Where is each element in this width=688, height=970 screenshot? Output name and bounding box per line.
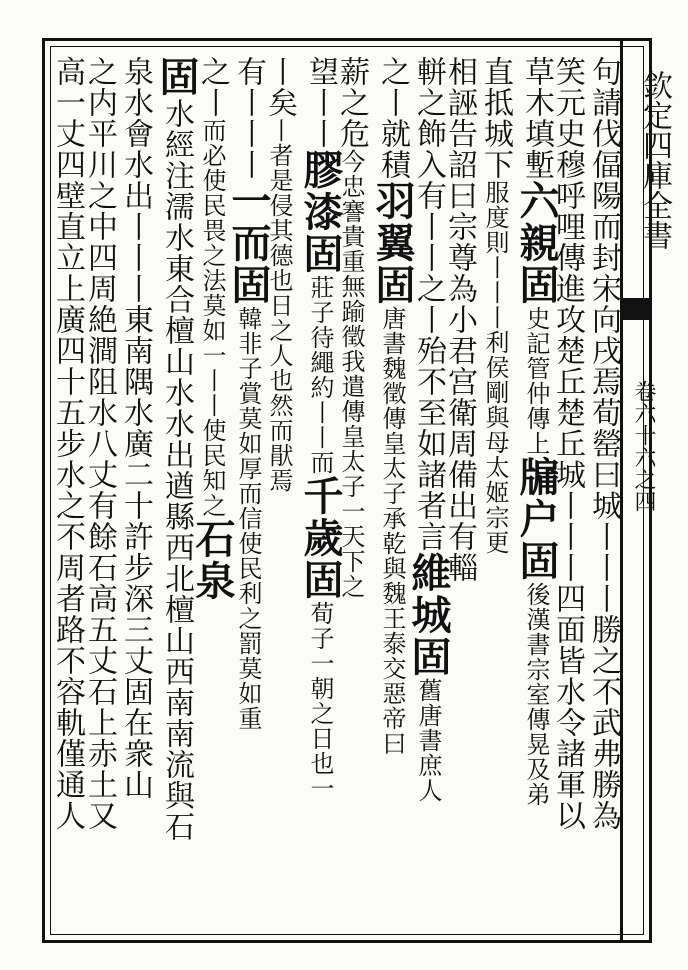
- text-segment: 直抵城下: [478, 56, 513, 180]
- text-segment: 笑元史穆呼哩傳進攻楚丘楚丘城丨丨丨四面皆水令諸軍以: [550, 56, 585, 831]
- text-segment: 今忠謇貴重無踰徵我遣傳皇太子一天下之: [337, 149, 365, 599]
- library-title: 欽定四庫全書: [637, 70, 672, 250]
- text-column: [82, 56, 117, 831]
- text-segment: 荀子一朝之日也一: [306, 601, 334, 801]
- text-segment: 望丨丨: [303, 56, 338, 149]
- headword: 六親固: [513, 180, 560, 306]
- text-column: [225, 56, 272, 731]
- headword: 固: [153, 56, 200, 98]
- text-segment: 水經注濡水東合檀山水水出遒縣西北檀山西南南流與石: [159, 98, 194, 842]
- text-segment: 之丨就積: [375, 56, 410, 180]
- text-column: [442, 56, 477, 583]
- text-segment: 丨矣: [262, 56, 297, 118]
- text-segment: 而必使民畏之法莫如一丨丨使民知之: [198, 118, 226, 518]
- text-column: [478, 56, 513, 555]
- headword: 維城固: [405, 552, 452, 678]
- text-column: [405, 56, 452, 803]
- text-segment: 丨丨丨勝之不武弗勝為: [586, 521, 621, 831]
- text-segment: 句請伐偪陽而封宋向戌焉荀罃曰城: [586, 56, 621, 521]
- volume-label: 卷六十六之四: [631, 380, 656, 512]
- text-segment: 之丨: [195, 56, 230, 118]
- text-segment: 之内平川之中四周絶澗阻水八丈有餘石高五丈石上赤土又: [82, 56, 117, 831]
- text-column: [297, 56, 344, 801]
- text-column: [586, 56, 621, 831]
- text-segment: 莊子待繩約丨丨而: [306, 275, 334, 475]
- text-segment: 薪之危: [334, 56, 369, 149]
- text-column: [513, 56, 560, 807]
- headword: 一而固: [225, 180, 272, 306]
- text-segment: 軿之飾入有丨丨之丨殆不至如諸者言: [411, 56, 446, 552]
- text-column: [50, 56, 85, 831]
- text-segment: 丨者是侵其德也: [265, 118, 293, 293]
- fishtail-mark: [622, 298, 650, 320]
- headword: 牖户固: [513, 456, 560, 582]
- text-segment: 史記管仲傳上: [522, 306, 550, 456]
- text-segment: 高一丈四壁直立上廣四十五步水之不周者路不容軌僅通人: [50, 56, 85, 831]
- text-segment: 韓非子賞莫如厚而信使民利之罰莫如重: [234, 306, 262, 731]
- headword: 羽翼固: [369, 180, 416, 306]
- text-column: [118, 56, 153, 800]
- text-segment: 相誣告詔曰宗尊為小君宫衛周備出有輜: [442, 56, 477, 583]
- headword: 膠漆固: [297, 149, 344, 275]
- text-segment: 後漢書宗室傳晃及弟: [522, 582, 550, 807]
- text-column: [550, 56, 585, 831]
- text-segment: 日之人也然而猒焉: [265, 293, 293, 493]
- text-column: [153, 56, 200, 842]
- text-segment: 草木填塹: [519, 56, 554, 180]
- text-segment: 利侯剛與母太姬宗更: [481, 330, 509, 555]
- text-column: [189, 56, 236, 602]
- text-segment: 服度則丨丨丨: [481, 180, 509, 330]
- headword: 千歲固: [297, 475, 344, 601]
- text-column: [369, 56, 416, 756]
- text-segment: 有丨丨丨: [231, 56, 266, 180]
- text-segment: 泉水會水出丨丨丨東南隅水廣二十許步深三丈固在衆山: [118, 56, 153, 800]
- text-segment: 舊唐書庶人: [414, 678, 442, 803]
- text-segment: 唐書魏徵傳皇太子承乾與魏王泰交惡帝曰: [378, 306, 406, 756]
- headword: 石泉: [189, 518, 236, 602]
